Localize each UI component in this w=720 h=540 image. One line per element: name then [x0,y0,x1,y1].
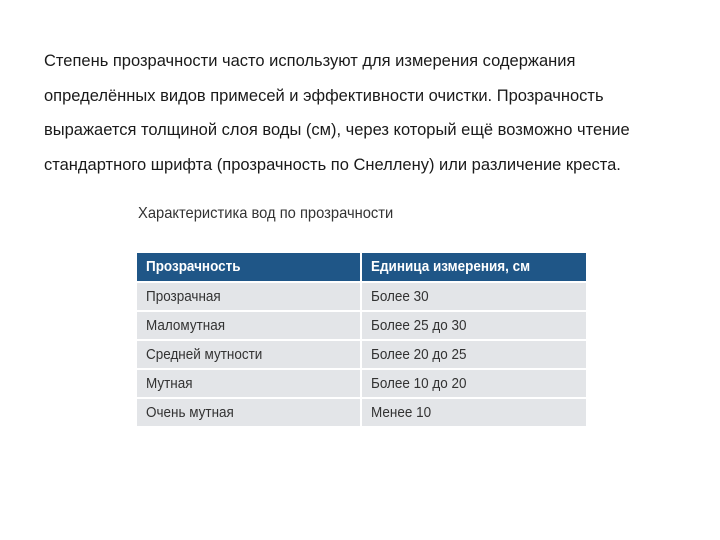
cell-transparency: Мутная [137,369,361,398]
cell-unit: Более 30 [361,282,586,311]
cell-unit: Более 25 до 30 [361,311,586,340]
table-row [137,311,586,340]
table-header-row [137,253,586,282]
cell-unit: Более 10 до 20 [361,369,586,398]
intro-paragraph [44,44,704,182]
intro-line: выражается толщиной слоя воды (см), через который ещё возможно чтение [44,121,630,139]
table-title: Характеристика вод по прозрачности [138,205,394,222]
cell-transparency: Маломутная [137,311,361,340]
cell-unit: Более 20 до 25 [361,340,586,369]
table-row [137,398,586,426]
cell-transparency: Прозрачная [137,282,361,311]
table-row [137,369,586,398]
cell-transparency: Очень мутная [137,398,361,426]
table-row [137,282,586,311]
intro-line: стандартного шрифта (прозрачность по Снеллену) или различение креста. [44,155,621,174]
intro-line: Степень прозрачности часто используют для измерения содержания [44,52,576,70]
transparency-table [137,253,586,426]
cell-unit: Менее 10 [361,398,586,426]
table-row [137,340,586,369]
header-transparency: Прозрачность [137,253,361,282]
intro-line: определённых видов примесей и эффективности очистки. Прозрачность [44,86,604,105]
header-unit: Единица измерения, см [361,253,586,282]
cell-transparency: Средней мутности [137,340,361,369]
